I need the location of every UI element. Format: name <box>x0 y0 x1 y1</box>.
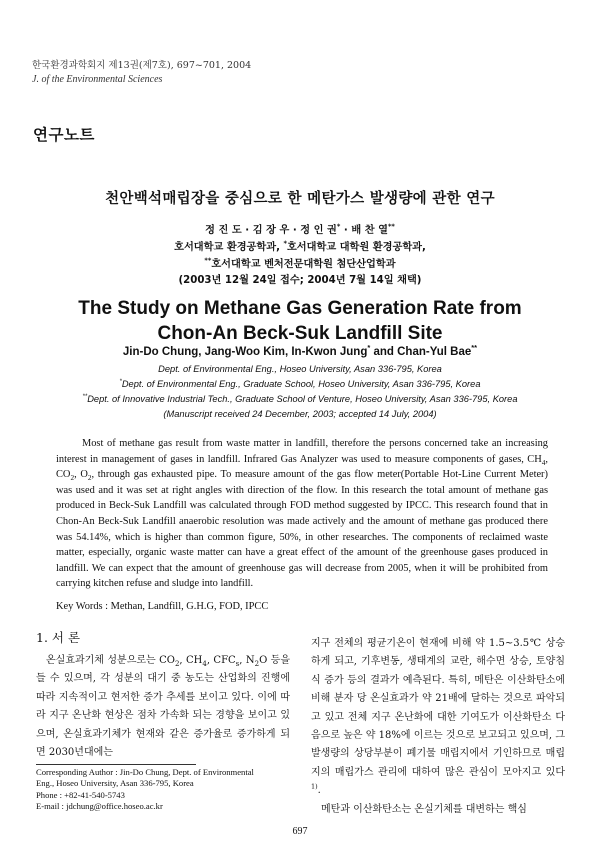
subscript: s <box>235 660 240 668</box>
body-text: . <box>317 785 321 797</box>
author-mark: * <box>336 222 341 231</box>
body-text: 메탄과 이산화탄소는 온실기체를 대변하는 핵심 <box>321 803 527 815</box>
author-mark: ** <box>471 343 478 353</box>
paragraph <box>311 635 565 801</box>
abstract-text: , through gas exhausted pipe. To measure amount of the gas flow meter(Portable Hot-Line Current Meter) was used and it was set at right angles with direction of the flow. In this research the total amount of methane gas produced in Beck-Suk Landfill was calculated through FOD method suggested by IPCC. This research found that in Chon-An Beck-Suk Landfill anaerobic resolution was made actively and the amount of methane gas produced there was 54.14%, which is higher than common figure, 50%, in other researches. The components of reclaimed waste matter, especially, organic waste matter can have a great effect of the amount of the greenhouse gases produced in landfill. We can expect that the amount of greenhouse gas will decrease from 2005, when it will be prohibited from carrying kitchen refuse and sludge into landfill. <box>56 469 548 590</box>
aff-en-2-text: Dept. of Environmental Eng., Graduate School, Hoseo University, Asan 336-795, Korea <box>121 379 481 389</box>
authors-ko-name4: 배 찬 열 <box>351 225 388 236</box>
dates-korean: (2003년 12월 24일 접수; 2004년 7월 14일 채택) <box>178 275 422 286</box>
body-text: , CH <box>179 655 203 666</box>
section-heading-introduction: 1. 서 론 <box>36 630 81 645</box>
footnote-line: Corresponding Author : Jin-Do Chung, Dept. of Environmental <box>36 767 254 777</box>
aff-mark: ** <box>204 256 212 265</box>
subscript: 4 <box>541 458 546 467</box>
authors-korean <box>20 222 580 239</box>
footnote-line: E-mail : jdchung@office.hoseo.ac.kr <box>36 800 163 811</box>
subscript: 2 <box>174 660 180 668</box>
authors-en-mid: and Chan-Yul Bae <box>370 346 472 358</box>
subscript: 2 <box>70 474 75 483</box>
affiliations-ko-line2 <box>20 256 580 273</box>
section-tag: 연구노트 <box>33 126 95 144</box>
author-mark: ** <box>387 222 395 231</box>
footnote-line: Phone : +82-41-540-5743 <box>36 789 125 800</box>
body-left-column <box>36 652 290 762</box>
abstract-text: Most of methane gas result from waste matter in landfill, therefore the persons concerned take an increasing interest in management of gases in landfill. Infrared Gas Analyzer was used to measure components of gases, CH <box>56 438 548 465</box>
subscript: 2 <box>254 660 260 668</box>
authors-ko-names: 정 진 도 · 김 장 우 · 정 인 권 <box>205 225 337 236</box>
abstract <box>56 436 548 592</box>
author-mark: * <box>367 343 371 353</box>
body-text: O 등을 들 수 있으며, 각 성분의 대기 중 농도는 산업화의 진행에 따라 지속적이고 현저한 증가 추세를 보이고 있다. 이에 따라 지구 온난화 현상은 점차 가속화 되는 경향을 보이고 있으며, 온실효과기체가 현재와 같은 증가율로 증가하게 되면 2030년대에는 <box>36 655 291 759</box>
aff-ko-1b: 호서대학교 대학원 환경공학과, <box>286 242 426 253</box>
affiliation-en-1: Dept. of Environmental Eng., Hoseo University, Asan 336-795, Korea <box>158 364 442 374</box>
paragraph <box>311 801 565 819</box>
title-en-line1: The Study on Methane Gas Generation Rate from <box>78 298 522 319</box>
journal-citation-ko: 한국환경과학회지 제13권(제7호), 697~701, 2004 <box>32 60 252 71</box>
title-korean: 천안백석매립장을 중심으로 한 메탄가스 발생량에 관한 연구 <box>105 191 495 207</box>
corresponding-author-footnote <box>36 767 292 812</box>
body-text: 지구 전체의 평균기온이 현재에 비해 약 1.5~3.5℃ 상승하게 되고, 기후변동, 생태계의 교란, 해수면 상승, 토양침식 증가 등의 결과가 예측된다. 특히, 메탄은 이산화탄소에 비해 분자 당 온실효과가 약 21배에 달하는 것으로 파악되고 있고 전체 지구 온난화에 대한 기여도가 이산화탄소 다음으로 높은 약 18%에 이르는 것으로 보고되고 있으며, 그 발생량의 상당부분이 폐기물 매립지에서 기인하므로 매립지의 매립가스 관리에 대하여 많은 관심이 모아지고 있다 <box>311 638 565 778</box>
abstract-text: , O <box>74 469 88 481</box>
aff-ko-1a: 호서대학교 환경공학과, <box>174 242 284 253</box>
manuscript-dates-en: (Manuscript received 24 December, 2003; accepted 14 July, 2004) <box>163 409 437 419</box>
subscript: 2 <box>87 474 92 483</box>
page-number: 697 <box>292 826 308 837</box>
aff-mark: * <box>283 239 287 248</box>
body-text: , CFC <box>206 655 236 666</box>
footnote-divider <box>36 764 196 765</box>
body-text: 온실효과기체 성분으로는 CO <box>46 655 175 666</box>
aff-mark: * <box>119 378 122 385</box>
reference-mark: 1) <box>311 782 318 791</box>
title-en-line2: Chon-An Beck-Suk Landfill Site <box>157 323 443 344</box>
subscript: 4 <box>202 660 207 668</box>
authors-en-names: Jin-Do Chung, Jang-Woo Kim, In-Kwon Jung <box>122 346 368 358</box>
authors-english <box>20 343 580 358</box>
body-right-column <box>311 635 565 819</box>
title-english <box>20 296 580 346</box>
affiliation-en-3 <box>20 392 580 407</box>
aff-ko-2b: 호서대학교 벤처전문대학원 첨단산업학과 <box>211 259 396 270</box>
aff-mark: ** <box>82 393 88 400</box>
journal-name-en: J. of the Environmental Sciences <box>32 74 163 85</box>
authors-ko-sep: · <box>340 225 352 236</box>
footnote-line: Eng., Hoseo University, Asan 336-795, Korea <box>36 778 194 789</box>
abstract-text: , CO <box>56 453 548 481</box>
keywords: Key Words : Methan, Landfill, G.H.G, FOD, IPCC <box>56 601 269 612</box>
affiliations-ko-line1 <box>20 239 580 256</box>
body-text: , N <box>239 655 255 666</box>
affiliation-en-2 <box>20 377 580 392</box>
aff-en-3-text: Dept. of Innovative Industrial Tech., Graduate School of Venture, Hoseo University, Asan 336-795, Korea <box>87 394 518 404</box>
